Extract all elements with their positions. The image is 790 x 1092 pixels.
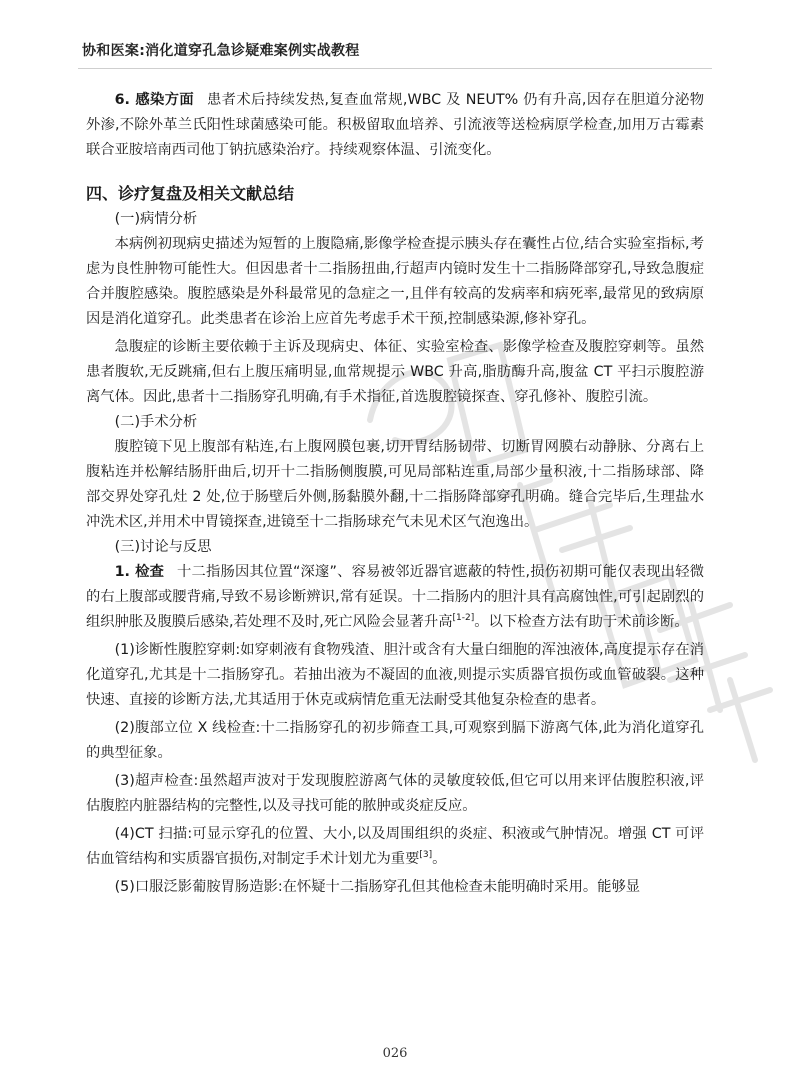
exam-item-1: (1)诊断性腹腔穿刺:如穿刺液有食物残渣、胆汁或含有大量白细胞的浑浊液体,高度提示存在消化道穿孔,尤其是十二指肠穿孔。若抽出液为不凝固的血液,则提示实质器官损伤或血管破裂。这种快速、直接的诊断方法,尤其适用于休克或病情危重无法耐受其他复杂检查的患者。 (86, 642, 704, 708)
exam-item-2: (2)腹部立位 X 线检查:十二指肠穿孔的初步筛查工具,可观察到膈下游离气体,此为消化道穿孔的典型征象。 (86, 720, 704, 761)
subheading-condition-analysis: (一)病情分析 (114, 211, 198, 227)
citation-1-2: [1-2] (452, 613, 475, 623)
exam-item-3: (3)超声检查:虽然超声波对于发现腹腔游离气体的灵敏度较低,但它可以用来评估腹腔积液,评估腹腔内脏器结构的完整性,以及寻找可能的脓肿或炎症反应。 (86, 773, 704, 814)
subheading-surgery-analysis: (二)手术分析 (114, 414, 198, 430)
paragraph-surgery: 腹腔镜下见上腹部有粘连,右上腹网膜包裹,切开胃结肠韧带、切断胃网膜右动静脉、分离右上腹粘连并松解结肠肝曲后,切开十二指肠侧腹膜,可见局部粘连重,局部少量积液,十二指肠球部、降部交界处穿孔灶 2 处,位于肠壁后外侧,肠黏膜外翻,十二指肠降部穿孔明确。缝合完毕后,生理盐水冲洗术区,并用术中胃镜探查,进镜至十二指肠球充气未见术区气泡逸出。 (86, 439, 704, 530)
watermark-stroke (710, 680, 770, 760)
header-rule (78, 68, 712, 69)
infection-lead: 6. 感染方面 (114, 92, 195, 108)
subheading-discussion: (三)讨论与反思 (114, 539, 212, 555)
section-heading: 四、诊疗复盘及相关文献总结 (86, 184, 295, 203)
exam-lead: 1. 检查 (114, 564, 165, 580)
paragraph-condition-1: 本病例初现病史描述为短暂的上腹隐痛,影像学检查提示胰头存在囊性占位,结合实验室指标,考虑为良性肿物可能性大。但因患者十二指肠扭曲,行超声内镜时发生十二指肠降部穿孔,导致急腹症合并腹腔感染。腹腔感染是外科最常见的急症之一,且伴有较高的发病率和病死率,最常见的致病原因是消化道穿孔。此类患者在诊治上应首先考虑手术干预,控制感染源,修补穿孔。 (86, 236, 704, 327)
page-number: 026 (382, 1046, 408, 1061)
exam-item-4-end: 。 (432, 851, 447, 867)
infection-text: 患者术后持续发热,复查血常规,WBC 及 NEUT% 仍有升高,因存在胆道分泌物外渗,不除外革兰氏阳性球菌感染可能。积极留取血培养、引流液等送检病原学检查,加用万古霉素联合亚胺培南西司他丁钠抗感染治疗。持续观察体温、引流变化。 (86, 92, 705, 158)
paragraph-condition-2: 急腹症的诊断主要依赖于主诉及现病史、体征、实验室检查、影像学检查及腹腔穿刺等。虽然患者腹软,无反跳痛,但右上腹压痛明显,血常规提示 WBC 升高,脂肪酶升高,腹盆 CT 平扫示腹腔游离气体。因此,患者十二指肠穿孔明确,有手术指征,首选腹腔镜探查、穿孔修补、腹腔引流。 (86, 339, 704, 405)
exam-item-4 (86, 822, 704, 872)
exam-item-4-text: (4)CT 扫描:可显示穿孔的位置、大小,以及周围组织的炎症、积液或气肿情况。增强 CT 可评估血管结构和实质器官损伤,对制定手术计划尤为重要 (86, 826, 704, 867)
running-header: 协和医案:消化道穿孔急诊疑难案例实战教程 (82, 43, 360, 59)
exam-text-end: 。以下检查方法有助于术前诊断。 (474, 614, 689, 630)
infection-paragraph (86, 88, 704, 163)
paragraph-exam (86, 560, 704, 635)
body-text (86, 88, 704, 900)
citation-3: [3] (419, 850, 433, 860)
exam-text: 十二指肠因其位置“深邃”、容易被邻近器官遮蔽的特性,损伤初期可能仅表现出轻微的右上腹部或腰背痛,导致不易诊断辨识,常有延误。十二指肠内的胆汁具有高腐蚀性,可引起剧烈的组织肿胀及腹膜后感染,若处理不及时,死亡风险会显著升高 (86, 564, 705, 630)
exam-item-5: (5)口服泛影葡胺胃肠造影:在怀疑十二指肠穿孔但其他检查未能明确时采用。能够显 (114, 879, 641, 895)
